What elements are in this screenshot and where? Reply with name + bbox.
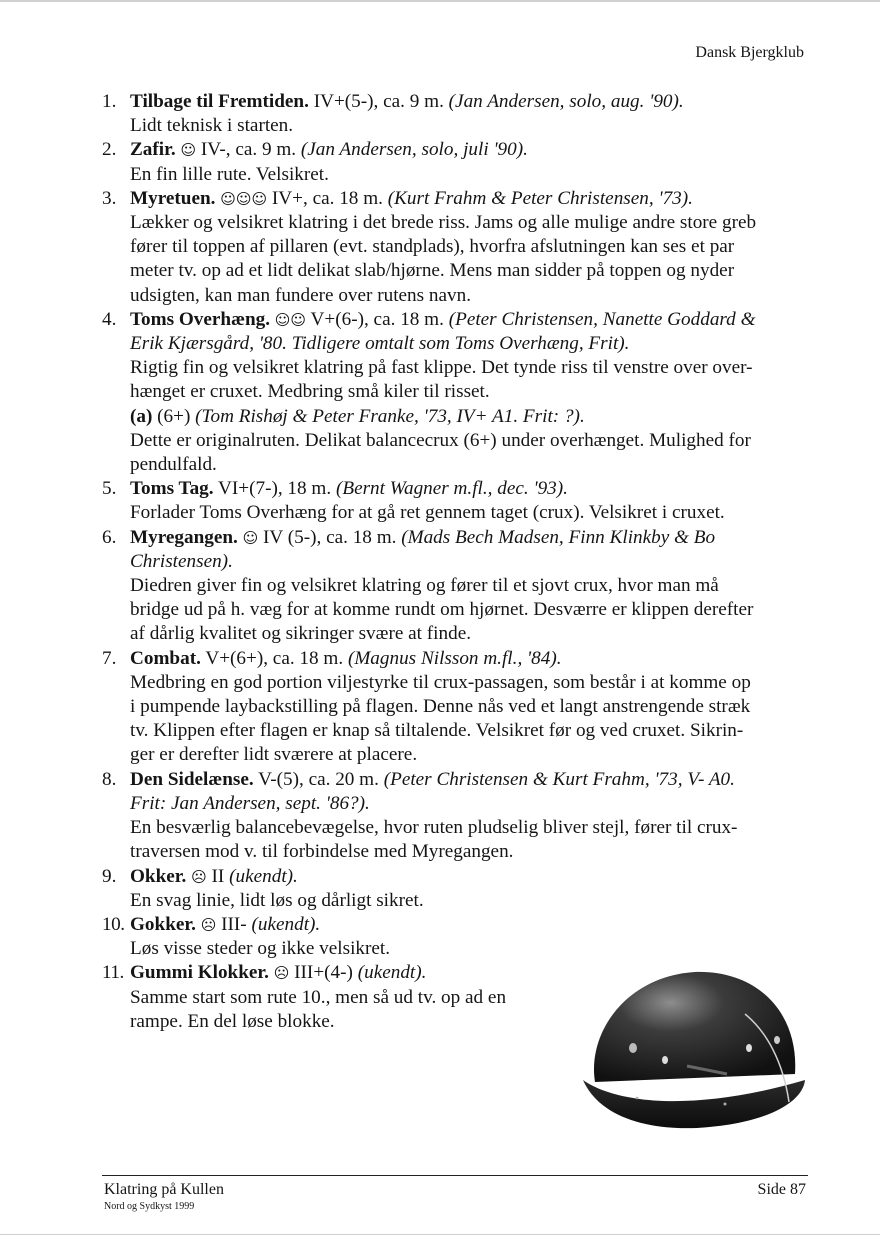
route-number: 2. <box>102 139 117 161</box>
route-number: 1. <box>102 91 117 112</box>
route-credit-cont: Frit: Jan Andersen, sept. '86?). <box>130 792 370 814</box>
variant-description-line: Dette er originalruten. Delikat balancecrux (6+) under overhænget. Mulighed for <box>130 429 751 451</box>
rating-icon: ☹ <box>268 964 290 983</box>
route-grade: IV+(5-), ca. 9 m. <box>308 91 449 112</box>
route-grade: V+(6+), ca. 18 m. <box>200 647 348 669</box>
route-entry <box>0 308 880 477</box>
route-name: Gummi Klokker. <box>130 962 269 984</box>
route-list <box>0 90 880 1034</box>
route-description-line: Rigtig fin og velsikret klatring på fast klippe. Det tynde riss til venstre over over- <box>130 357 753 379</box>
route-description-line: Medbring en god portion viljestyrke til crux-passagen, som består i at komme op <box>130 671 751 693</box>
route-description-line: fører til toppen af pillaren (evt. standplads), hvorfra afslutningen kan ses et par <box>130 236 735 258</box>
route-name: Zafir. <box>130 139 176 161</box>
footer-rule <box>102 1175 808 1176</box>
route-name: Myregangen. <box>130 526 238 548</box>
route-credit: (ukendt). <box>229 865 298 887</box>
rating-icon: ☹ <box>186 867 207 886</box>
route-heading <box>130 90 798 114</box>
page-bottom-edge <box>0 1234 880 1235</box>
rating-icon: ☺☺☺ <box>215 189 268 208</box>
route-grade: II <box>206 865 230 887</box>
route-credit: (Jan Andersen, solo, juli '90). <box>300 139 528 161</box>
route-entry <box>0 138 880 186</box>
route-name: Tilbage til Fremtiden. <box>130 91 309 112</box>
route-heading <box>130 768 798 792</box>
route-grade: III- <box>216 913 252 935</box>
route-entry <box>0 913 880 961</box>
route-description-line: bridge ud på h. væg for at komme rundt om hjørnet. Desværre er klippen derefter <box>130 599 754 621</box>
route-heading <box>130 308 798 332</box>
route-grade: IV-, ca. 9 m. <box>196 139 301 161</box>
page-top-edge <box>0 0 880 2</box>
route-description-line: En besværlig balancebevægelse, hvor ruten pludselig bliver stejl, fører til crux- <box>130 817 738 839</box>
route-grade: III+(4-) <box>289 962 358 984</box>
rating-icon: ☺ <box>237 528 259 547</box>
route-entry <box>0 865 880 913</box>
route-name: Combat. <box>130 647 201 669</box>
route-heading <box>130 187 798 211</box>
route-description-line: udsigten, kan man fundere over rutens navn. <box>130 284 472 306</box>
route-heading <box>130 477 798 501</box>
route-credit: (Mads Bech Madsen, Finn Klinkby & Bo <box>401 526 716 548</box>
route-description-line: Lækker og velsikret klatring i det brede riss. Jams og alle mulige andre store greb <box>130 212 757 234</box>
variant-grade: (6+) <box>152 405 196 427</box>
route-description-line: Forlader Toms Overhæng for at gå ret gennem taget (crux). Velsikret i cruxet. <box>130 502 725 524</box>
route-credit-cont: Erik Kjærsgård, '80. Tidligere omtalt som Toms Overhæng, Frit). <box>130 333 630 355</box>
rating-icon: ☹ <box>195 915 217 934</box>
route-heading <box>130 647 798 671</box>
route-description-line: En svag linie, lidt løs og dårligt sikret. <box>130 889 424 911</box>
route-description-line: af dårlig kvalitet og sikringer svære at finde. <box>130 623 472 645</box>
route-description-line: Lidt teknisk i starten. <box>130 115 294 137</box>
route-credit: (Jan Andersen, solo, aug. '90). <box>448 91 684 112</box>
route-number: 8. <box>102 768 117 790</box>
route-description-line: Diedren giver fin og velsikret klatring og fører til et sjovt crux, hvor man må <box>130 575 719 597</box>
route-credit: (Bernt Wagner m.fl., dec. '93). <box>335 478 568 500</box>
route-credit: (ukendt). <box>251 913 321 935</box>
route-entry <box>0 187 880 308</box>
route-grade: IV (5-), ca. 18 m. <box>258 526 402 548</box>
route-number: 10. <box>102 913 125 935</box>
variant-label: (a) <box>130 405 153 427</box>
route-grade: V+(6-), ca. 18 m. <box>306 308 449 330</box>
route-description-line: traversen mod v. til forbindelse med Myregangen. <box>130 841 514 863</box>
variant-description-line: pendulfald. <box>130 454 217 476</box>
page-number: Side 87 <box>757 1181 806 1198</box>
route-credit: (Magnus Nilsson m.fl., '84). <box>347 647 562 669</box>
route-entry <box>0 526 880 647</box>
route-number: 7. <box>102 647 117 669</box>
helmet-photo <box>577 962 810 1134</box>
route-number: 9. <box>102 865 117 887</box>
route-description-line: Samme start som rute 10., men så ud tv. op ad en <box>130 986 507 1008</box>
route-description-line: Løs visse steder og ikke velsikret. <box>130 938 391 960</box>
route-credit: (Peter Christensen & Kurt Frahm, '73, V- A0. <box>383 768 735 790</box>
route-number: 5. <box>102 478 117 500</box>
route-description-line: meter tv. op ad et lidt delikat slab/hjørne. Mens man sidder på toppen og nyder <box>130 260 735 282</box>
route-grade: IV+, ca. 18 m. <box>267 187 388 209</box>
rating-icon: ☺ <box>175 141 197 160</box>
route-description-line: i pumpende laybackstilling på flagen. Denne nås ved et langt anstrengende stræk <box>130 696 751 718</box>
route-description-line: rampe. En del løse blokke. <box>130 1010 335 1032</box>
variant-credit: (Tom Rishøj & Peter Franke, '73, IV+ A1. Frit: ?). <box>195 405 585 427</box>
route-heading <box>130 865 798 889</box>
route-entry <box>0 768 880 865</box>
route-description-line: En fin lille rute. Velsikret. <box>130 163 329 185</box>
route-entry <box>0 647 880 768</box>
route-description-line: tv. Klippen efter flagen er knap så tiltalende. Velsikret før og ved cruxet. Sikrin- <box>130 720 744 742</box>
route-name: Okker. <box>130 865 187 887</box>
rating-icon: ☺☺ <box>270 310 307 329</box>
route-credit: (ukendt). <box>357 962 427 984</box>
route-number: 3. <box>102 187 117 209</box>
route-number: 4. <box>102 308 117 330</box>
route-number: 11. <box>102 962 124 984</box>
route-heading <box>130 913 798 937</box>
route-name: Gokker. <box>130 913 196 935</box>
route-credit: (Kurt Frahm & Peter Christensen, '73). <box>387 187 693 209</box>
running-header: Dansk Bjergklub <box>695 44 804 61</box>
route-credit: (Peter Christensen, Nanette Goddard & <box>448 308 756 330</box>
route-heading <box>130 138 798 162</box>
footer-subtitle: Nord og Sydkyst 1999 <box>104 1201 195 1212</box>
route-name: Toms Overhæng. <box>130 308 271 330</box>
route-credit-cont: Christensen). <box>130 550 233 572</box>
footer-title: Klatring på Kullen <box>104 1181 224 1198</box>
route-grade: V-(5), ca. 20 m. <box>253 768 384 790</box>
variant-heading <box>130 405 798 429</box>
route-heading <box>130 961 540 985</box>
route-entry <box>0 90 880 138</box>
route-number: 6. <box>102 526 117 548</box>
route-name: Toms Tag. <box>130 478 214 500</box>
route-name: Myretuen. <box>130 187 216 209</box>
route-name: Den Sidelænse. <box>130 768 254 790</box>
route-description-line: hænget er cruxet. Medbring små kiler til risset. <box>130 381 490 403</box>
route-description-line: ger er derefter lidt sværere at placere. <box>130 744 418 766</box>
route-entry <box>0 477 880 525</box>
route-grade: VI+(7-), 18 m. <box>213 478 336 500</box>
route-heading <box>130 526 798 550</box>
